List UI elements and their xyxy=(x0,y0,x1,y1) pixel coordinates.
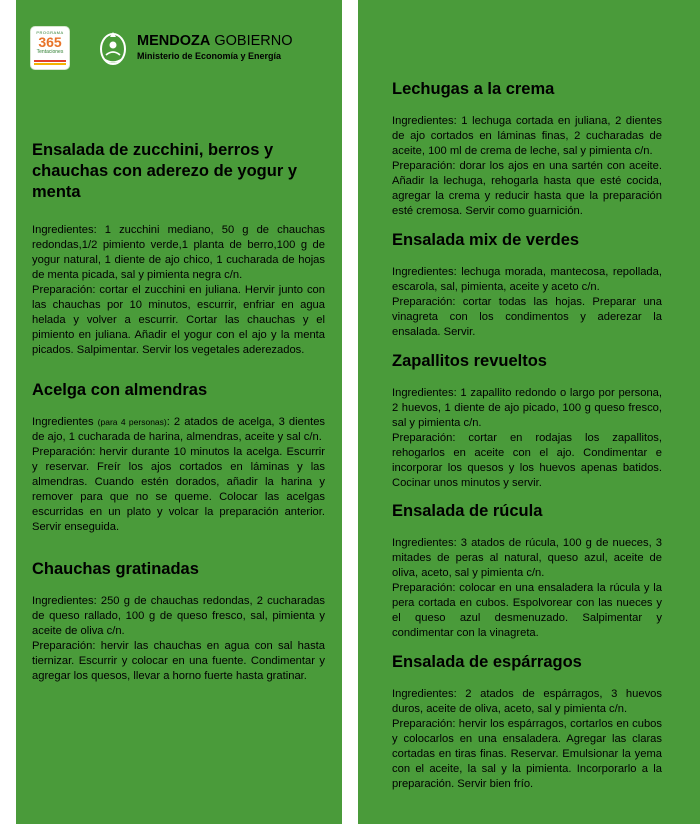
recipe-esparragos xyxy=(392,651,662,792)
recipe-ingredients: Ingredientes: lechuga morada, mantecosa, repollada, escarola, sal, pimienta, aceite y aceto c/n. xyxy=(392,266,662,293)
recipe-title: Acelga con almendras xyxy=(32,381,208,399)
recipe-title: Ensalada de zucchini, berros y chauchas con aderezo de yogur y menta xyxy=(32,141,297,201)
recipe-chauchas xyxy=(32,558,325,684)
recipe-ingredients: Ingredientes: 1 lechuga cortada en juliana, 2 dientes de ajo cortados en láminas finas, 2 cucharadas de aceite, 100 ml de crema de leche, sal y pimienta c/n. xyxy=(392,115,662,157)
programa-365-logo xyxy=(31,27,69,69)
recipe-preparation: Preparación: cortar el zucchini en juliana. Hervir junto con las chauchas por 10 minutos, escurrir, enfriar en agua helada y volver a escurrir. Cortar las chauchas y el pimiento en juliana. Añadir el yogur con el ajo y la menta picados. Salpimentar. Servir los vegetales aderezados. xyxy=(32,284,325,356)
government-brand xyxy=(137,33,293,61)
recipe-title: Ensalada de rúcula xyxy=(392,502,543,520)
recipe-title: Zapallitos revueltos xyxy=(392,352,547,370)
ministry-name: Ministerio de Economía y Energía xyxy=(137,51,282,61)
recipe-zucchini xyxy=(32,140,325,358)
recipe-acelga xyxy=(32,379,325,535)
brand-title xyxy=(137,33,293,50)
mendoza-crest-icon xyxy=(98,29,128,67)
recipe-ingredients xyxy=(32,415,325,445)
brand-rest: GOBIERNO xyxy=(214,33,293,49)
ingredients-text: : 2 atados de acelga, 3 dientes de ajo, 1 cucharada de harina, almendras, aceite y sal c/n. xyxy=(32,416,326,443)
recipe-preparation: Preparación: hervir las chauchas en agua con sal hasta tiernizar. Escurrir y colocar en una fuente. Condimentar y agregar los quesos, llevar a horno fuerte hasta gratinar. xyxy=(32,640,325,682)
recipe-preparation: Preparación: dorar los ajos en una sartén con aceite. Añadir la lechuga, rehogarla hasta que esté cocida, agregar la crema y reducir hasta que la preparación esté cremosa. Servir como guarnición. xyxy=(392,160,662,217)
recipe-preparation: Preparación: cortar en rodajas los zapallitos, rehogarlos en aceite con el ajo. Condimentar e incorporar los quesos y los huevos apenas batidos. Cocinar unos minutos y servir. xyxy=(392,432,662,489)
recipe-ingredients: Ingredientes: 1 zapallito redondo o largo por persona, 2 huevos, 1 diente de ajo picado, 100 g queso fresco, sal y pimienta c/n. xyxy=(392,387,662,429)
recipe-preparation: Preparación: hervir los espárragos, cortarlos en cubos y colocarlos en una ensaladera. Agregar las claras cortadas en tiras finas. Reservar. Emulsionar la yema con el aceite, la sal y la pimienta. Incorporarlo a la preparación. Servir bien frío. xyxy=(392,718,662,790)
badge-number: 365 xyxy=(38,34,62,50)
brand-bold: MENDOZA xyxy=(137,33,211,49)
ingredients-lead: Ingredientes xyxy=(32,416,94,428)
header-logos xyxy=(31,27,331,73)
recipe-ingredients: Ingredientes: 1 zucchini mediano, 50 g de chauchas redondas,1/2 pimiento verde,1 planta de berro,100 g de yogur natural, 1 diente de ajo chico, 1 cucharada de hojas de menta picada, sal y pimienta negra c/n. xyxy=(32,224,325,281)
badge-stripe-red xyxy=(34,60,66,62)
recipe-ingredients: Ingredientes: 3 atados de rúcula, 100 g de nueces, 3 mitades de peras al natural, queso azul, aceite de oliva, aceto, sal y pimienta c/n. xyxy=(392,537,662,579)
recipe-title: Ensalada de espárragos xyxy=(392,653,582,671)
badge-subtitle: Tentaciones xyxy=(36,49,64,55)
recipe-title: Ensalada mix de verdes xyxy=(392,231,580,249)
recipe-preparation: Preparación: hervir durante 10 minutos la acelga. Escurrir y reservar. Freír los ajos cortados en láminas y las almendras. Cuando estén dorados, añadir la harina y remover para que no se queme. Colocar las acelgas escurridas en un plato y volcar la preparación anterior. Servir enseguida. xyxy=(32,446,325,533)
recipe-preparation: Preparación: cortar todas las hojas. Preparar una vinagreta con los condimentos y aderezar la ensalada. Servir. xyxy=(392,296,662,338)
recipe-lechugas xyxy=(392,78,662,219)
recipe-mix-verdes xyxy=(392,229,662,340)
recipe-ingredients: Ingredientes: 2 atados de espárragos, 3 huevos duros, aceite de oliva, aceto, sal y pimienta c/n. xyxy=(392,688,662,715)
recipe-ingredients: Ingredientes: 250 g de chauchas redondas, 2 cucharadas de queso rallado, 100 g de queso fresco, sal, pimienta y aceite de oliva c/n. xyxy=(32,595,325,637)
recipe-zapallitos xyxy=(392,350,662,491)
recipe-preparation: Preparación: colocar en una ensaladera la rúcula y la pera cortada en cubos. Espolvorear con las nueces y el queso azul desmenuzado. Salpimentar y condimentar con la vinagreta. xyxy=(392,582,662,639)
recipe-rucula xyxy=(392,500,662,641)
badge-stripe-yellow xyxy=(34,63,66,65)
recipe-title: Chauchas gratinadas xyxy=(32,560,199,578)
recipe-title: Lechugas a la crema xyxy=(392,80,555,98)
servings-note: (para 4 personas) xyxy=(97,417,167,427)
badge-program-text: PROGRAMA xyxy=(36,30,64,35)
